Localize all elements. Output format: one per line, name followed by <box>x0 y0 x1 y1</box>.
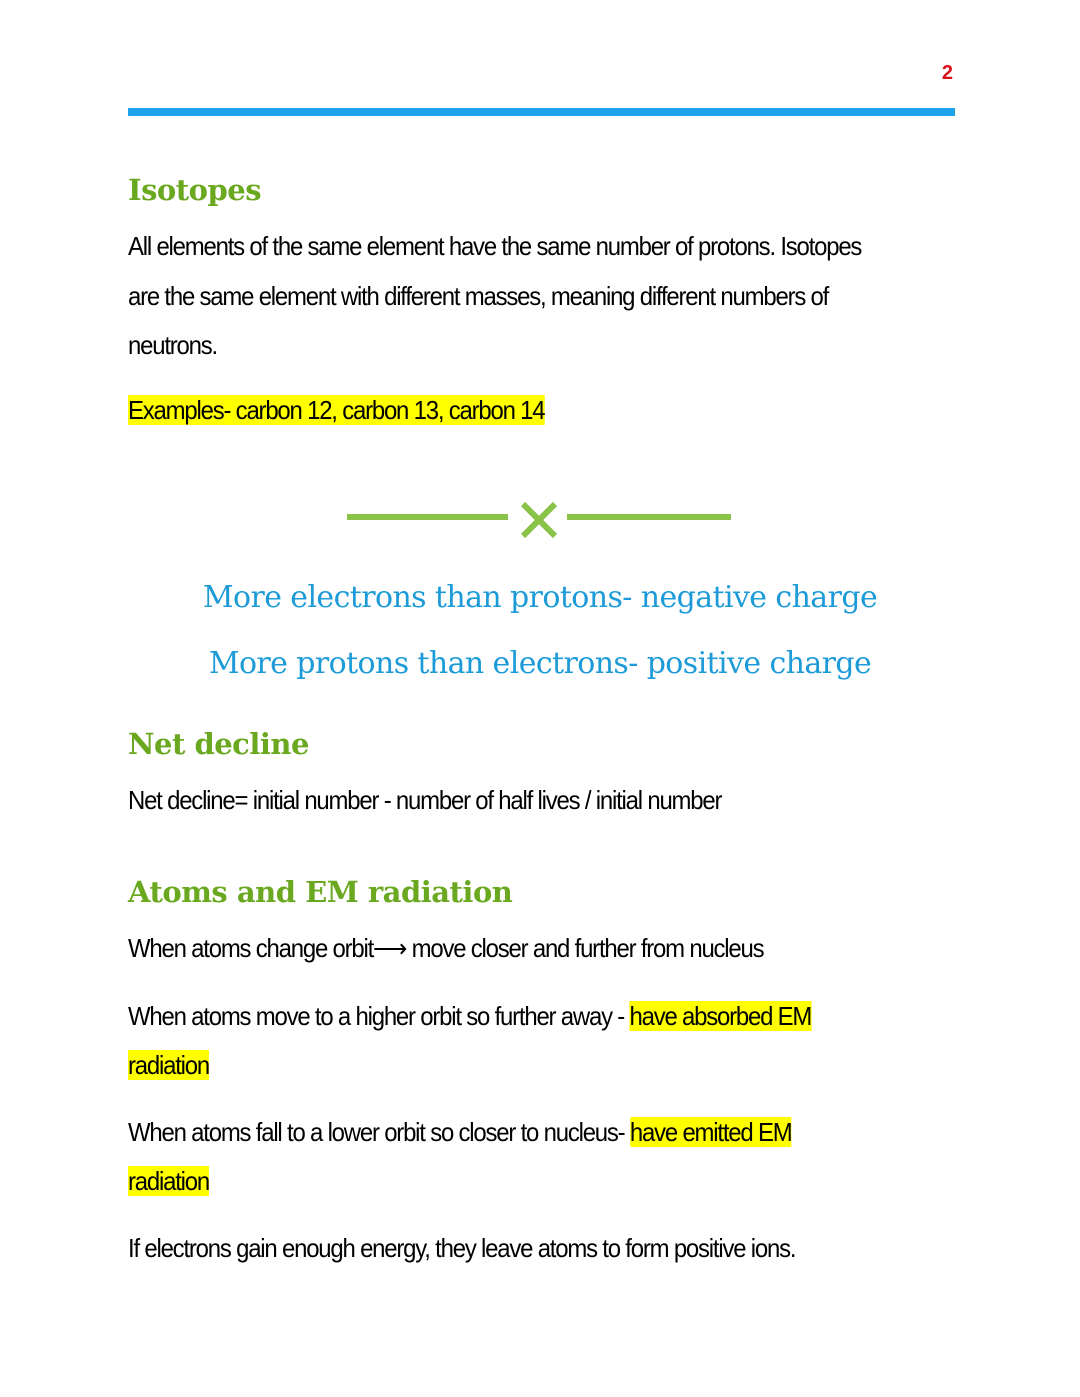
divider-line-left <box>347 514 508 520</box>
page-number: 2 <box>941 62 953 84</box>
isotopes-line: All elements of the same element have the same number of protons. Isotopes <box>128 231 862 261</box>
ions-text: If electrons gain enough energy, they leave atoms to form positive ions. <box>128 1233 796 1263</box>
absorb-line <box>128 1001 811 1032</box>
isotopes-examples: Examples- carbon 12, carbon 13, carbon 14 <box>128 395 545 425</box>
emit-text: When atoms fall to a lower orbit so closer to nucleus- <box>128 1117 630 1147</box>
isotopes-heading: Isotopes <box>128 173 262 207</box>
divider-line-right <box>567 514 731 520</box>
atoms-em-heading: Atoms and EM radiation <box>128 875 513 909</box>
section-divider <box>347 502 731 538</box>
absorb-highlight: radiation <box>128 1050 210 1080</box>
isotopes-line: neutrons. <box>128 330 217 360</box>
header-rule <box>128 108 955 116</box>
net-decline-formula: Net decline= initial number - number of half lives / initial number <box>128 785 722 815</box>
isotopes-line: are the same element with different masses, meaning different numbers of <box>128 281 829 311</box>
emit-line <box>128 1117 791 1148</box>
cross-icon <box>523 504 555 536</box>
orbit-change-text: When atoms change orbit⟶ move closer and further from nucleus <box>128 933 764 963</box>
positive-charge-text: More protons than electrons- positive charge <box>208 646 872 681</box>
absorb-highlight: have absorbed EM <box>629 1001 812 1031</box>
negative-charge-text: More electrons than protons- negative charge <box>202 580 878 615</box>
net-decline-heading: Net decline <box>128 727 309 761</box>
emit-highlight: have emitted EM <box>629 1117 792 1147</box>
absorb-text: When atoms move to a higher orbit so further away - <box>128 1001 630 1031</box>
emit-highlight: radiation <box>128 1166 210 1196</box>
